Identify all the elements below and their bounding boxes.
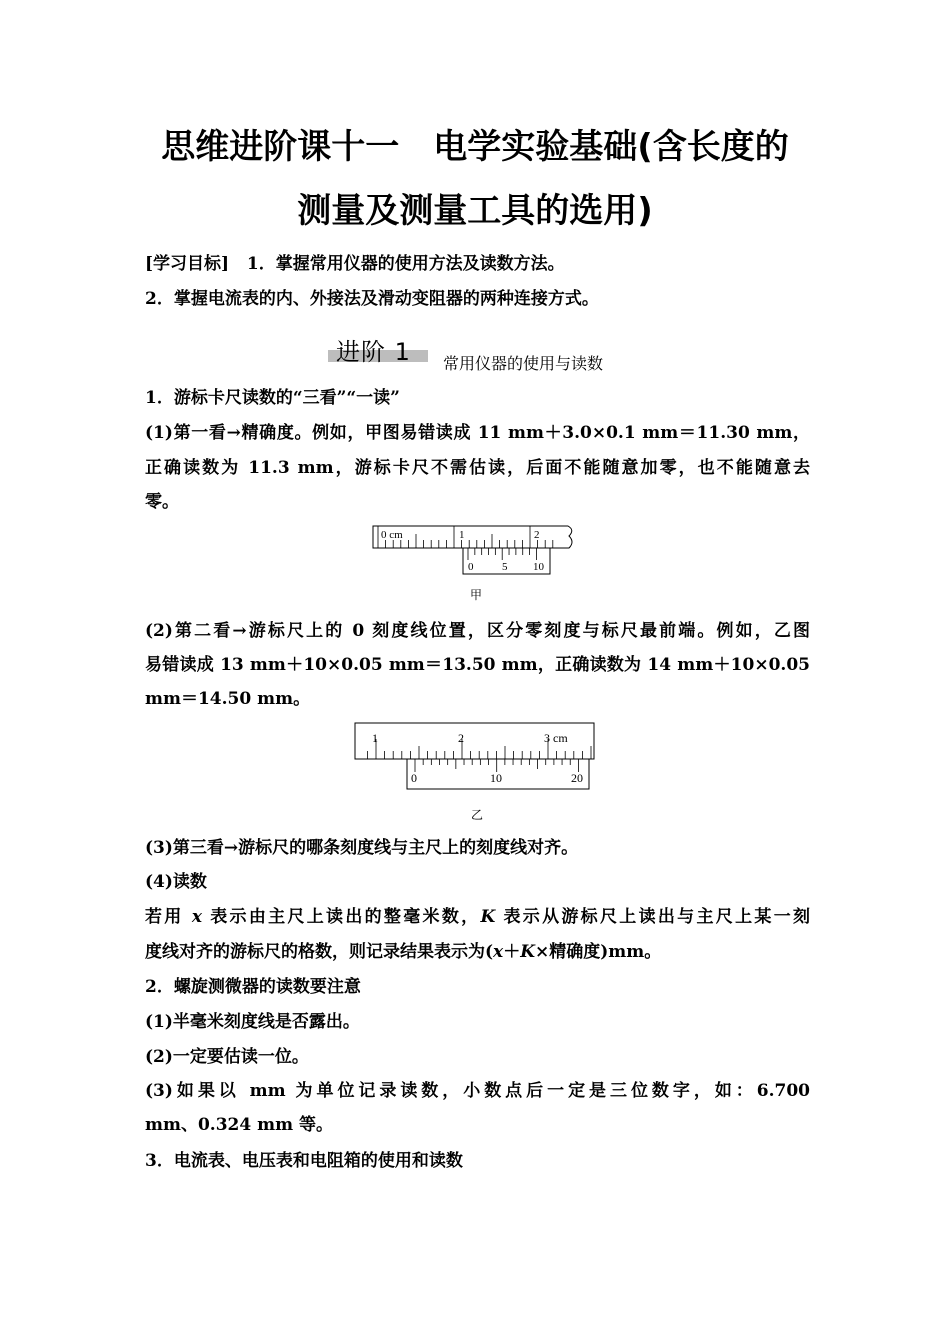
stage-caption: 常用仪器的使用与读数 — [443, 354, 604, 373]
vernier-caliper-figure-b — [352, 720, 598, 792]
stage-badge — [328, 336, 428, 366]
main-scale-ticks — [378, 526, 553, 548]
main-scale-outline — [373, 526, 572, 548]
text-run: 度线对齐的游标尺的格数，则记录结果表示为( — [145, 942, 494, 962]
section-2-item-1: (1)半毫米刻度线是否露出。 — [145, 1012, 360, 1032]
section-2-item-2: (2)一定要估读一位。 — [145, 1047, 309, 1067]
section-1-p5-line-2 — [145, 940, 810, 964]
section-1-p1-line-1: (1)第一看→精确度。例如，甲图易错读成 11 mm＋3.0×0.1 mm＝11.30 mm， — [145, 423, 810, 443]
text-run: ＋ — [503, 942, 521, 962]
text-run: 若用 — [145, 907, 192, 927]
main-scale-label: 0 cm — [381, 529, 403, 541]
variable-k: K — [480, 907, 496, 927]
section-1-heading: 1．游标卡尺读数的“三看”“一读” — [145, 388, 400, 408]
vernier-scale-label: 5 — [502, 561, 508, 573]
main-scale-label: 2 — [534, 529, 540, 541]
variable-k: K — [520, 942, 535, 962]
vernier-caliper-figure-a — [370, 522, 582, 578]
main-scale-label: 1 — [459, 529, 465, 541]
text-run: ×精确度)mm。 — [534, 942, 662, 962]
vernier-scale-label: 0 — [411, 771, 417, 785]
section-2-item-3-line-2: mm、0.324 mm 等。 — [145, 1115, 334, 1135]
section-3-heading: 3．电流表、电压表和电阻箱的使用和读数 — [145, 1151, 463, 1171]
learning-goal-1: 1．掌握常用仪器的使用方法及读数方法。 — [246, 254, 565, 274]
page-title-line-1: 思维进阶课十一 电学实验基础(含长度的 — [161, 127, 789, 167]
section-1-p1-line-2: 正确读数为 11.3 mm，游标卡尺不需估读，后面不能随意加零，也不能随意去 — [145, 458, 810, 478]
text-run: 表示由主尺上读出的整毫米数， — [201, 907, 481, 927]
main-scale-label: 3 cm — [544, 731, 568, 745]
figure-b-caption: 乙 — [471, 808, 484, 822]
page-title-line-2: 测量及测量工具的选用) — [297, 191, 653, 231]
main-scale-label: 2 — [458, 731, 464, 745]
learning-goals-line-1 — [145, 252, 810, 276]
section-1-p5-line-1 — [145, 905, 810, 929]
figure-a-caption: 甲 — [470, 588, 483, 602]
text-run: 表示从游标尺上读出与主尺上某一刻 — [495, 907, 811, 927]
section-1-p1-line-3: 零。 — [145, 492, 179, 512]
vernier-scale-label: 10 — [490, 771, 502, 785]
main-scale-label: 1 — [372, 731, 378, 745]
section-1-p4: (4)读数 — [145, 872, 207, 892]
section-2-item-3-line-1: (3)如果以 mm 为单位记录读数，小数点后一定是三位数字，如：6.700 — [145, 1081, 810, 1101]
section-2-heading: 2．螺旋测微器的读数要注意 — [145, 977, 361, 997]
vernier-scale-label: 20 — [571, 771, 583, 785]
section-1-p2-line-3: mm＝14.50 mm。 — [145, 689, 311, 709]
section-1-p2-line-1: (2)第二看→游标尺上的 0 刻度线位置，区分零刻度与标尺最前端。例如，乙图 — [145, 621, 810, 641]
stage-badge-text: 进阶 1 — [336, 338, 411, 366]
vernier-scale-label: 0 — [468, 561, 474, 573]
vernier-scale-ticks — [468, 548, 536, 560]
variable-x: x — [191, 907, 202, 927]
section-1-p3: (3)第三看→游标尺的哪条刻度线与主尺上的刻度线对齐。 — [145, 838, 579, 858]
variable-x: x — [493, 942, 504, 962]
section-1-p2-line-2: 易错读成 13 mm＋10×0.05 mm＝13.50 mm，正确读数为 14 mm＋10×0.05 — [145, 655, 810, 675]
learning-goals-label: [学习目标] — [145, 254, 230, 274]
learning-goal-2: 2．掌握电流表的内、外接法及滑动变阻器的两种连接方式。 — [145, 289, 599, 309]
vernier-scale-label: 10 — [533, 561, 544, 573]
